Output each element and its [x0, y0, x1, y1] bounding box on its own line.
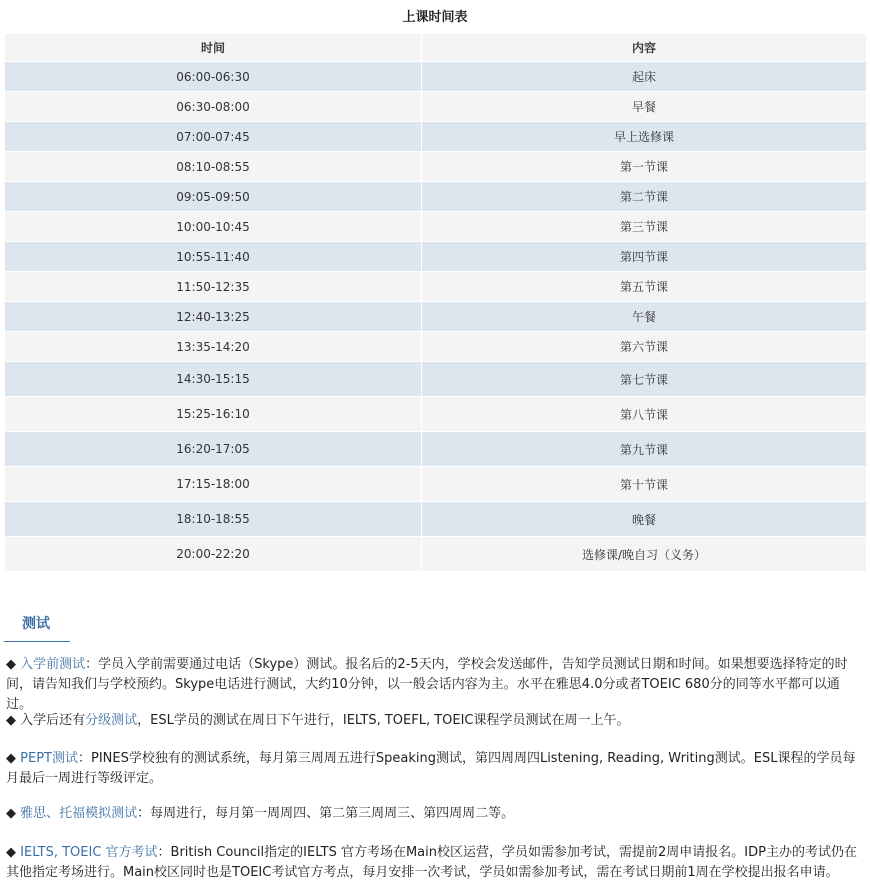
table-row [5, 332, 867, 362]
time-cell: 10:00-10:45 [5, 212, 422, 242]
table-row [5, 362, 867, 397]
table-row [5, 122, 867, 152]
table-row [5, 467, 867, 502]
bullet-icon: ◆ [6, 751, 16, 766]
tests-section-title: 测试 [4, 613, 70, 642]
test-paragraph-pept [6, 749, 864, 789]
time-cell: 16:20-17:05 [5, 432, 422, 467]
test-paragraph-mock [6, 804, 864, 824]
time-cell: 09:05-09:50 [5, 182, 422, 212]
schedule-title: 上课时间表 [402, 10, 468, 25]
table-row [5, 537, 867, 572]
pept-test-text: ：PINES学校独有的测试系统，每月第三周周五进行Speaking测试，第四周周四Listening, Reading, Writing测试。ESL课程的学员每月最后一周进行等级评定。 [6, 751, 856, 786]
time-cell: 15:25-16:10 [5, 397, 422, 432]
test-paragraph-official [6, 843, 864, 883]
content-cell: 选修课/晚自习（义务） [422, 537, 867, 572]
table-row [5, 242, 867, 272]
header-time: 时间 [5, 34, 422, 62]
placement-pre-text: 入学后还有 [20, 713, 86, 728]
table-row [5, 212, 867, 242]
content-cell: 第十节课 [422, 467, 867, 502]
time-cell: 17:15-18:00 [5, 467, 422, 502]
content-cell: 第三节课 [422, 212, 867, 242]
table-row [5, 92, 867, 122]
content-cell: 晚餐 [422, 502, 867, 537]
content-cell: 起床 [422, 62, 867, 92]
header-content: 内容 [422, 34, 867, 62]
time-cell: 07:00-07:45 [5, 122, 422, 152]
mock-test-link[interactable]: 雅思、托福模拟测试 [20, 806, 138, 821]
test-paragraph-pre-entry [6, 655, 864, 715]
bullet-icon: ◆ [6, 713, 16, 728]
bullet-icon: ◆ [6, 657, 16, 672]
time-cell: 06:30-08:00 [5, 92, 422, 122]
content-cell: 第五节课 [422, 272, 867, 302]
time-cell: 18:10-18:55 [5, 502, 422, 537]
content-cell: 第七节课 [422, 362, 867, 397]
time-cell: 20:00-22:20 [5, 537, 422, 572]
time-cell: 08:10-08:55 [5, 152, 422, 182]
time-cell: 14:30-15:15 [5, 362, 422, 397]
table-row [5, 152, 867, 182]
table-row [5, 62, 867, 92]
time-cell: 06:00-06:30 [5, 62, 422, 92]
time-cell: 12:40-13:25 [5, 302, 422, 332]
content-cell: 早上选修课 [422, 122, 867, 152]
content-cell: 午餐 [422, 302, 867, 332]
placement-test-text: ，ESL学员的测试在周日下午进行，IELTS, TOEFL, TOEIC课程学员测试在周一上午。 [137, 713, 630, 728]
content-cell: 第八节课 [422, 397, 867, 432]
time-cell: 11:50-12:35 [5, 272, 422, 302]
content-cell: 第二节课 [422, 182, 867, 212]
content-cell: 早餐 [422, 92, 867, 122]
bullet-icon: ◆ [6, 806, 16, 821]
schedule-table [4, 33, 867, 572]
mock-test-text: ：每周进行，每月第一周周四、第二第三周周三、第四周周二等。 [137, 806, 515, 821]
content-cell: 第一节课 [422, 152, 867, 182]
content-cell: 第九节课 [422, 432, 867, 467]
official-test-text: ：British Council指定的IELTS 官方考场在Main校区运营，学员如需参加考试，需提前2周申请报名。IDP主办的考试仍在其他指定考场进行。Main校区同时也是TOEIC考试官方考点，每月安排一次考试，学员如需参加考试，需在考试日期前1周在学校提出报名申请。 [6, 845, 857, 880]
schedule-body [5, 62, 867, 572]
time-cell: 13:35-14:20 [5, 332, 422, 362]
time-cell: 10:55-11:40 [5, 242, 422, 272]
table-row [5, 302, 867, 332]
table-row [5, 397, 867, 432]
content-cell: 第四节课 [422, 242, 867, 272]
table-row [5, 182, 867, 212]
table-row [5, 432, 867, 467]
test-paragraph-placement [6, 711, 864, 731]
content-cell: 第六节课 [422, 332, 867, 362]
pre-entry-test-text: ：学员入学前需要通过电话（Skype）测试。报名后的2-5天内，学校会发送邮件，告知学员测试日期和时间。如果想要选择特定的时间，请告知我们与学校预约。Skype电话进行测试，大约10分钟，以一般会话内容为主。水平在雅思4.0分或者TOEIC 680分的同等水平都可以通过。 [6, 657, 848, 712]
pept-test-link[interactable]: PEPT测试 [20, 751, 78, 766]
table-row [5, 272, 867, 302]
placement-test-link[interactable]: 分级测试 [85, 713, 138, 728]
bullet-icon: ◆ [6, 845, 16, 860]
official-test-link[interactable]: IELTS, TOEIC 官方考试 [20, 845, 158, 860]
table-row [5, 502, 867, 537]
pre-entry-test-link[interactable]: 入学前测试 [20, 657, 86, 672]
